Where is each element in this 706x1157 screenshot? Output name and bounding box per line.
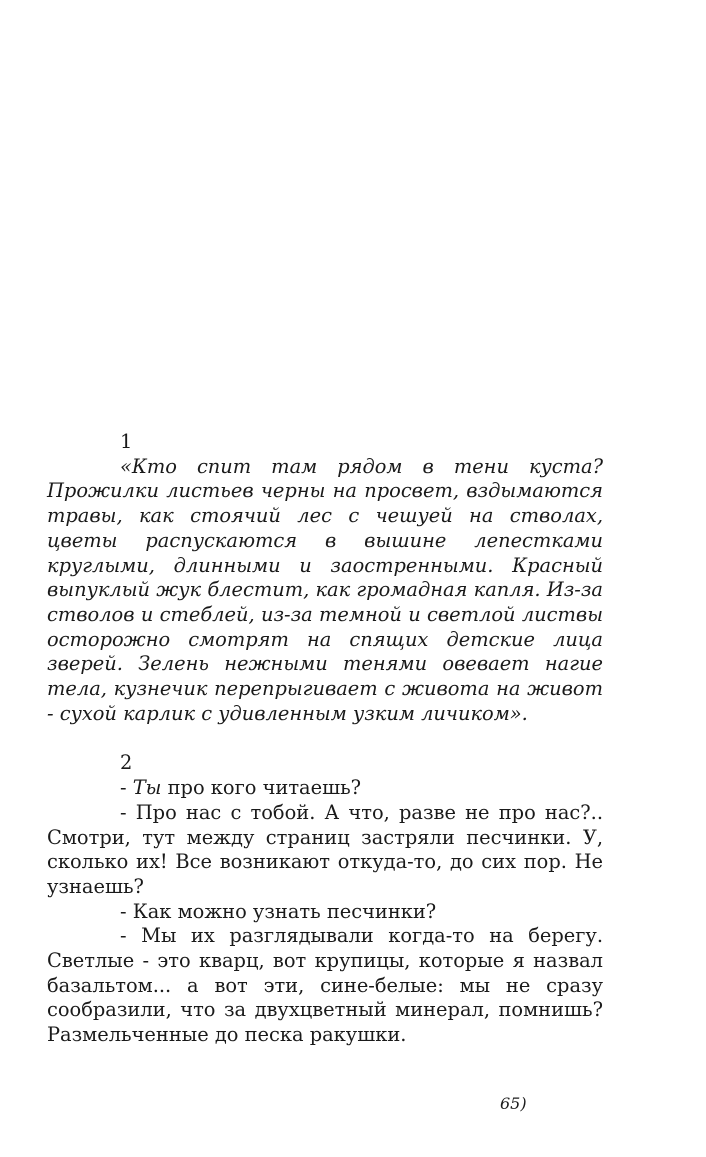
dialog-line-3: - Как можно узнать песчинки? bbox=[120, 899, 437, 923]
dialog-line-1 bbox=[47, 776, 603, 801]
dialog-paragraph-4: - Мы их разглядывали когда-то на берегу. Светлые - это кварц, вот крупицы, которые я назвал базальтом... а вот эти, сине-белые: мы не сразу сообразили, что за двухцветный минерал, помнишь? Размельченные до песка ракушки. bbox=[47, 924, 603, 1047]
section-1-paragraph: «Кто спит там рядом в тени куста? Прожилки листьев черны на просвет, вздымаются травы, как стоячий лес с чешуей на стволах, цветы распускаются в вышине лепестками круглыми, длинными и заостренными. Красный выпуклый жук блестит, как громадная капля. Из-за стволов и стеблей, из-за темной и светлой листвы осторожно смотрят на спящих детские лица зверей. Зелень нежными тенями овевает нагие тела, кузнечик перепрыгивает с живота на живот - сухой карлик с удивленным узким личиком». bbox=[47, 454, 603, 725]
section-gap bbox=[47, 726, 603, 751]
section-1-number: 1 bbox=[120, 430, 133, 453]
dialog-line-1-rest: про кого читаешь? bbox=[161, 776, 362, 800]
dialog-paragraph-2: - Про нас с тобой. А что, разве не про нас?.. Смотри, тут между страниц застряли песчинки. У, сколько их! Все возникают откуда-то, до сих пор. Не узнаешь? bbox=[47, 800, 603, 898]
page-number: 65) bbox=[500, 1094, 527, 1113]
dialog-italic-word: Ты bbox=[132, 776, 162, 800]
section-2-number: 2 bbox=[120, 751, 133, 775]
page-text bbox=[47, 430, 603, 1048]
dialog-dash: - bbox=[120, 776, 133, 800]
